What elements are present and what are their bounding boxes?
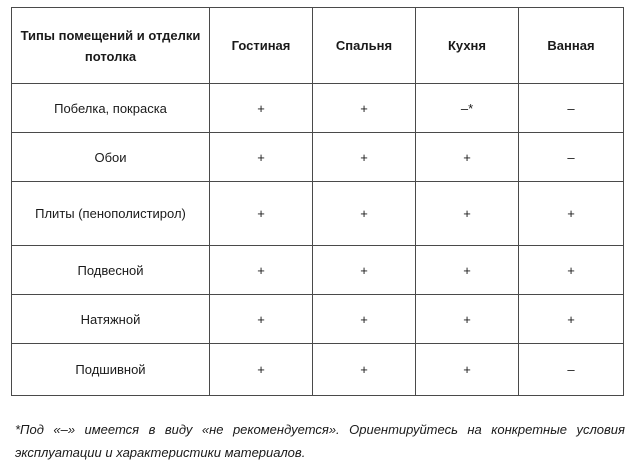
cell-living-room: + (210, 84, 313, 133)
cell-bedroom: + (313, 182, 416, 246)
cell-kitchen: + (416, 182, 519, 246)
footnote: *Под «–» имеется в виду «не рекомендуется». Ориентируйтесь на конкретные условия эксплуатации и характеристики материалов. (15, 422, 625, 460)
ceiling-table-container (11, 7, 623, 396)
table-row (12, 344, 624, 396)
table-row (12, 295, 624, 344)
cell-bathroom: + (519, 295, 624, 344)
header-living-room: Гостиная (210, 8, 313, 84)
table-row (12, 84, 624, 133)
cell-kitchen: + (416, 344, 519, 396)
cell-kitchen: + (416, 133, 519, 182)
cell-kitchen: + (416, 295, 519, 344)
cell-bedroom: + (313, 84, 416, 133)
header-ceiling-type: Типы помещений и отделки потолка (12, 8, 210, 84)
cell-bedroom: + (313, 344, 416, 396)
table-row (12, 246, 624, 295)
table-row (12, 133, 624, 182)
cell-living-room: + (210, 133, 313, 182)
row-label: Подвесной (12, 246, 210, 295)
cell-bathroom: – (519, 344, 624, 396)
cell-bathroom: – (519, 84, 624, 133)
table-row (12, 182, 624, 246)
header-bathroom: Ванная (519, 8, 624, 84)
table-header-row (12, 8, 624, 84)
header-bedroom: Спальня (313, 8, 416, 84)
cell-living-room: + (210, 246, 313, 295)
cell-bedroom: + (313, 133, 416, 182)
cell-living-room: + (210, 344, 313, 396)
cell-bedroom: + (313, 246, 416, 295)
cell-living-room: + (210, 182, 313, 246)
cell-bathroom: – (519, 133, 624, 182)
cell-living-room: + (210, 295, 313, 344)
cell-kitchen: + (416, 246, 519, 295)
row-label: Натяжной (12, 295, 210, 344)
header-kitchen: Кухня (416, 8, 519, 84)
row-label: Побелка, покраска (12, 84, 210, 133)
row-label: Плиты (пенополистирол) (12, 182, 210, 246)
row-label: Подшивной (12, 344, 210, 396)
cell-bathroom: + (519, 182, 624, 246)
ceiling-finish-table (11, 7, 624, 396)
cell-bedroom: + (313, 295, 416, 344)
cell-kitchen: –* (416, 84, 519, 133)
row-label: Обои (12, 133, 210, 182)
cell-bathroom: + (519, 246, 624, 295)
